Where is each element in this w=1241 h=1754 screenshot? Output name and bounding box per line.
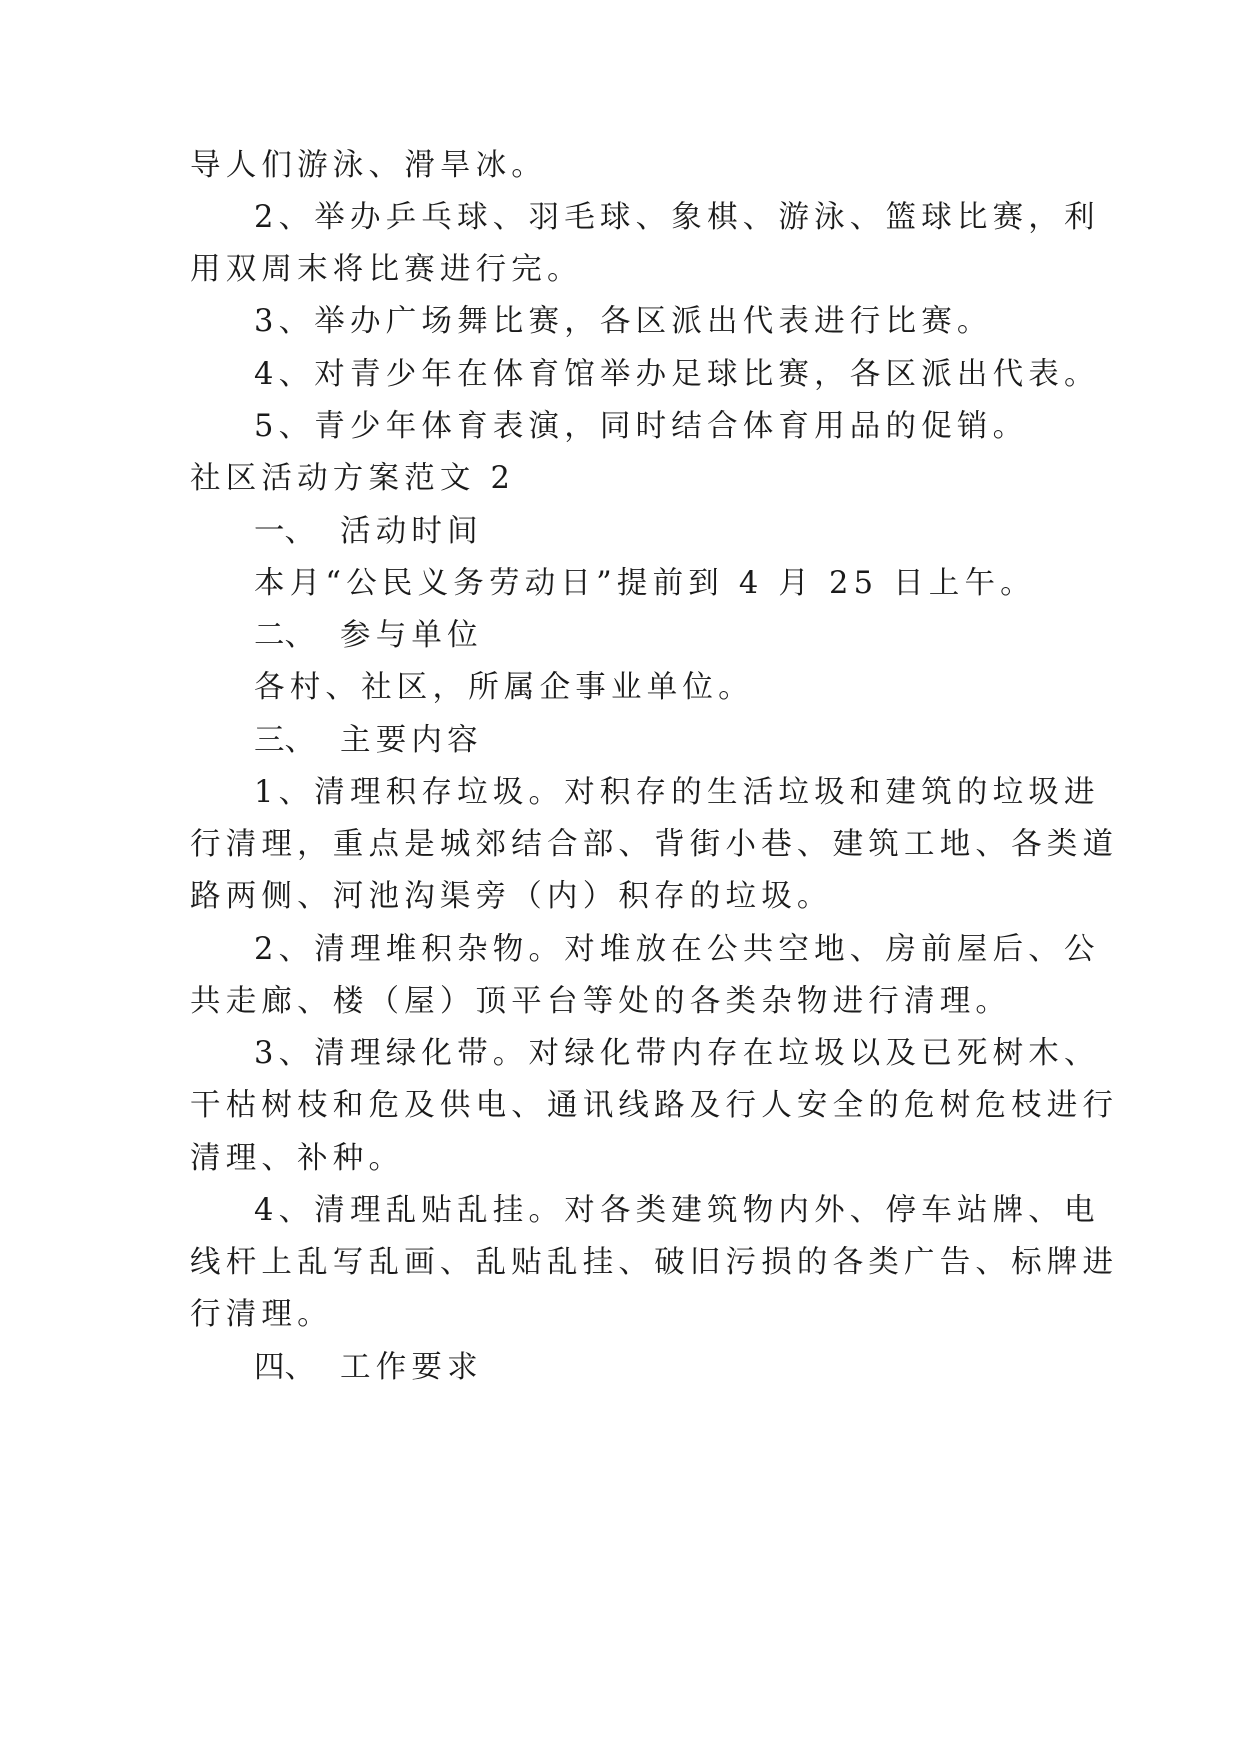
content-item-4-line-1: 4、清理乱贴乱挂。对各类建筑物内外、停车站牌、电 [254, 1193, 1100, 1228]
heading-number-1: 一、 [254, 514, 315, 549]
content-item-4-line-3: 行清理。 [190, 1297, 333, 1332]
paragraph-line: 导人们游泳、滑旱冰。 [190, 148, 547, 183]
heading-number-2: 二、 [254, 618, 315, 653]
list-item-3: 3、举办广场舞比赛，各区派出代表进行比赛。 [254, 304, 993, 339]
content-item-3-line-2: 干枯树枝和危及供电、通讯线路及行人安全的危树危枝进行 [190, 1088, 1119, 1123]
content-item-2-line-2: 共走廊、楼（屋）顶平台等处的各类杂物进行清理。 [190, 984, 1012, 1019]
heading-work-requirements: 工作要求 [340, 1350, 483, 1385]
heading-main-content: 主要内容 [340, 723, 483, 758]
paragraph-participants: 各村、社区，所属企事业单位。 [254, 670, 754, 705]
list-item-2-line-2: 用双周末将比赛进行完。 [190, 252, 583, 287]
content-item-3-line-3: 清理、补种。 [190, 1141, 405, 1176]
paragraph-activity-time: 本月“公民义务劳动日”提前到 4 月 25 日上午。 [254, 566, 1036, 601]
section-heading: 社区活动方案范文 2 [190, 461, 516, 496]
content-item-3-line-1: 3、清理绿化带。对绿化带内存在垃圾以及已死树木、 [254, 1036, 1100, 1071]
content-item-1-line-2: 行清理，重点是城郊结合部、背街小巷、建筑工地、各类道 [190, 827, 1119, 862]
heading-number-4: 四、 [254, 1350, 315, 1385]
content-item-1-line-1: 1、清理积存垃圾。对积存的生活垃圾和建筑的垃圾进 [254, 775, 1100, 810]
heading-participants: 参与单位 [340, 618, 483, 653]
list-item-2-line-1: 2、举办乒乓球、羽毛球、象棋、游泳、篮球比赛，利 [254, 200, 1100, 235]
list-item-5: 5、青少年体育表演，同时结合体育用品的促销。 [254, 409, 1029, 444]
content-item-4-line-2: 线杆上乱写乱画、乱贴乱挂、破旧污损的各类广告、标牌进 [190, 1245, 1119, 1280]
list-item-4: 4、对青少年在体育馆举办足球比赛，各区派出代表。 [254, 357, 1100, 392]
heading-activity-time: 活动时间 [340, 514, 483, 549]
content-item-1-line-3: 路两侧、河池沟渠旁（内）积存的垃圾。 [190, 879, 833, 914]
heading-number-3: 三、 [254, 723, 315, 758]
content-item-2-line-1: 2、清理堆积杂物。对堆放在公共空地、房前屋后、公 [254, 932, 1100, 967]
